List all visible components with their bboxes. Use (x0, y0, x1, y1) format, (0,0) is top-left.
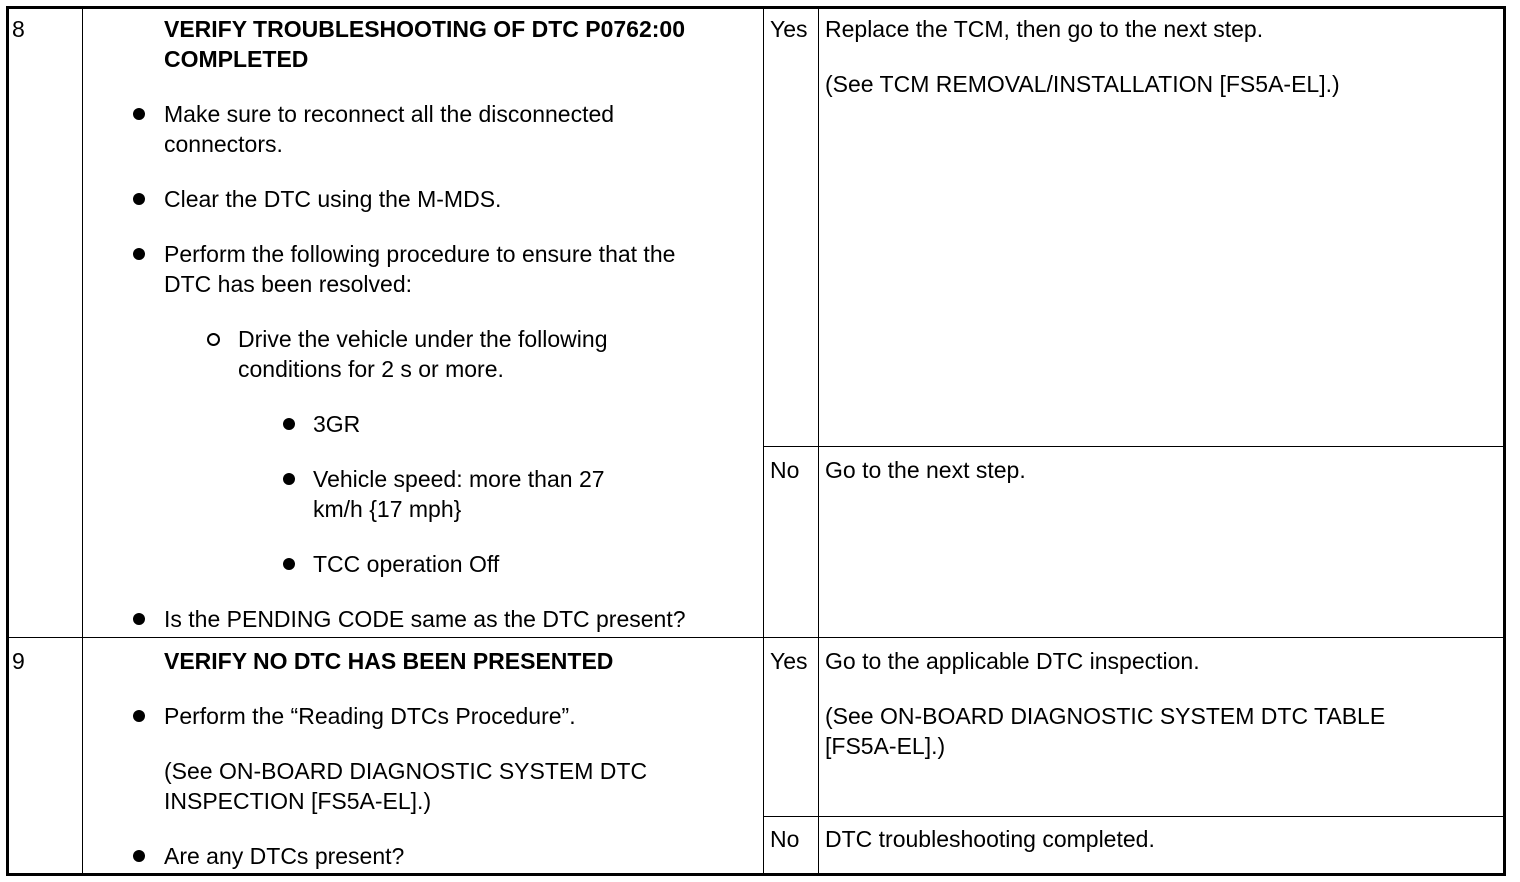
bullet-icon (283, 558, 295, 570)
bullet-icon (283, 473, 295, 485)
answer-yes-action: Replace the TCM, then go to the next step. (825, 16, 1264, 42)
answer-yes-label: Yes (770, 648, 808, 674)
procedure-item: connectors. (164, 131, 283, 157)
procedure-question: Is the PENDING CODE same as the DTC present? (164, 606, 686, 632)
answer-yes-reference: (See ON-BOARD DIAGNOSTIC SYSTEM DTC TABLE (825, 703, 1386, 729)
row-divider-step8-yes-no (763, 446, 1506, 447)
procedure-reference: INSPECTION [FS5A-EL].) (164, 788, 432, 814)
answer-yes-label: Yes (770, 16, 808, 42)
procedure-item: Perform the following procedure to ensure that the (164, 241, 676, 267)
answer-yes-reference: (See TCM REMOVAL/INSTALLATION [FS5A-EL].) (825, 71, 1340, 97)
step-number: 9 (12, 648, 25, 674)
answer-yes-action: Go to the applicable DTC inspection. (825, 648, 1200, 674)
answer-no-label: No (770, 826, 800, 852)
bullet-icon (283, 418, 295, 430)
row-divider-steps (8, 637, 1506, 638)
open-circle-bullet-icon (207, 333, 220, 346)
procedure-item: DTC has been resolved: (164, 271, 413, 297)
column-divider-answer (818, 8, 819, 876)
sub-procedure-item: Drive the vehicle under the following (238, 326, 608, 352)
step-title: VERIFY NO DTC HAS BEEN PRESENTED (164, 648, 614, 674)
sub-procedure-item: conditions for 2 s or more. (238, 356, 504, 382)
row-divider-step9-yes-no (763, 816, 1506, 817)
bullet-icon (133, 710, 145, 722)
condition-item: TCC operation Off (313, 551, 500, 577)
procedure-question: Are any DTCs present? (164, 843, 405, 869)
procedure-item: Clear the DTC using the M-MDS. (164, 186, 502, 212)
bullet-icon (133, 193, 145, 205)
condition-item: Vehicle speed: more than 27 (313, 466, 605, 492)
condition-item: km/h {17 mph} (313, 496, 462, 522)
bullet-icon (133, 613, 145, 625)
bullet-icon (133, 850, 145, 862)
column-divider-procedure (763, 8, 764, 876)
answer-no-action: Go to the next step. (825, 457, 1026, 483)
procedure-reference: (See ON-BOARD DIAGNOSTIC SYSTEM DTC (164, 758, 648, 784)
answer-yes-reference: [FS5A-EL].) (825, 733, 946, 759)
procedure-item: Make sure to reconnect all the disconnected (164, 101, 615, 127)
bullet-icon (133, 248, 145, 260)
bullet-icon (133, 108, 145, 120)
step-title: COMPLETED (164, 46, 309, 72)
step-number: 8 (12, 16, 25, 42)
column-divider-number (82, 8, 83, 876)
step-title: VERIFY TROUBLESHOOTING OF DTC P0762:00 (164, 16, 686, 42)
answer-no-action: DTC troubleshooting completed. (825, 826, 1155, 852)
condition-item: 3GR (313, 411, 361, 437)
procedure-item: Perform the “Reading DTCs Procedure”. (164, 703, 576, 729)
answer-no-label: No (770, 457, 800, 483)
